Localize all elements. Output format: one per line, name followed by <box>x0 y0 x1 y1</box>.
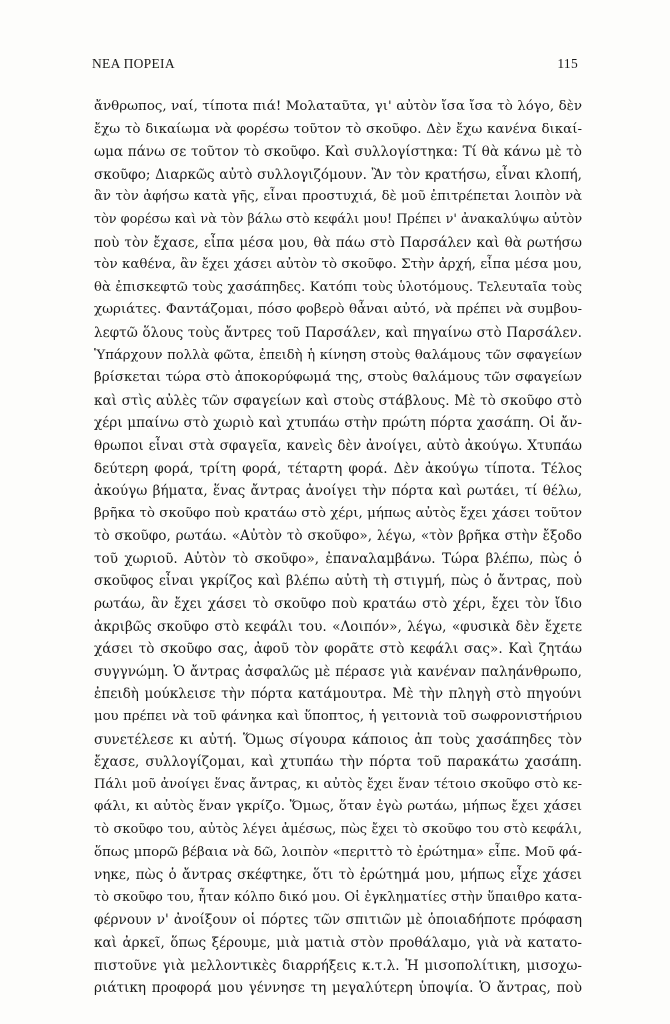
text-line: ρωτάω, ἂν ἔχει χάσει τὸ σκοῦφο ποὺ κρατάω στὸ χέρι, ἔχει τὸν ἴδιο <box>94 596 582 613</box>
running-head <box>92 56 578 76</box>
text-line: βρῆκα τὸ σκοῦφο ποὺ κρατάω στὸ χέρι, μήπως αὐτὸς ἔχει χάσει τοῦτον <box>94 505 582 521</box>
page-number: 115 <box>557 56 578 71</box>
text-line: μου πρέπει νὰ τοῦ φάνηκα καὶ ὕποπτος, ἡ γειτονιὰ τοῦ σωφρονιστήριου <box>94 709 582 725</box>
text-line: τὸ σκοῦφο του, ἦταν κόλπο δικό μου. Οἱ ἐγκληματίες στὴν ὕπαιθρο κατα- <box>94 889 582 905</box>
text-line: σκοῦφος εἶναι γκρίζος καὶ βλέπω αὐτὴ τὴ στιγμή, πὼς ὁ ἄντρας, ποὺ <box>94 573 582 590</box>
text-line: τὸ σκοῦφο του, αὐτὸς λέγει ἀμέσως, πὼς ἔχει τὸ σκοῦφο του στὸ κεφάλι, <box>94 822 582 837</box>
text-line: τὸν καθένα, ἂν ἔχει χάσει αὐτὸν τὸ σκοῦφο. Στὴν ἀρχή, εἶπα μέσα μου, <box>94 257 582 273</box>
text-line: βρίσκεται τώρα στὸ ἀποκορύφωμά της, στοὺς θαλάμους τῶν σφαγείων <box>94 370 582 386</box>
text-line: σκοῦφο; Διαρκῶς αὐτὸ συλλογιζόμουν. Ἂν τὸν κρατήσω, εἶναι κλοπή, <box>94 166 582 183</box>
text-line: χάσει τὸ σκοῦφο σας, ἀφοῦ τὸν φορᾶτε στὸ κεφάλι σας». Καὶ ζητάω <box>94 641 582 658</box>
text-line: νηκε, πὼς ὁ ἄντρας σκέφτηκε, ὅτι τὸ ἐρώτημά μου, μήπως εἶχε χάσει <box>94 867 582 884</box>
text-line: θρωποι εἶναι στὰ σφαγεῖα, κανεὶς δὲν ἀνοίγει, αὐτὸ ἀκούγω. Χτυπάω <box>94 437 582 454</box>
text-line: ἀκούγω βήματα, ἕνας ἄντρας ἀνοίγει τὴν πόρτα καὶ ρωτάει, τί θέλω, <box>94 483 582 500</box>
body-text <box>94 96 582 1000</box>
text-line: καὶ στὶς αὐλὲς τῶν σφαγείων καὶ στοὺς στάβλους. Μὲ τὸ σκοῦφο στὸ <box>94 392 582 409</box>
text-line: ριάτικη προφορά μου γέννησε τη μεγαλύτερη ὑποψία. Ὁ ἄντρας, ποὺ <box>94 980 582 997</box>
text-line: καὶ ἀρκεῖ, ὅπως ξέρουμε, μιὰ ματιὰ στὸν προθάλαμο, γιὰ νὰ κατατο- <box>94 934 582 951</box>
text-line: ἂν τὸν ἀφήσω κατὰ γῆς, εἶναι προστυχιά, δὲ μοῦ ἐπιτρέπεται λοιπὸν νὰ <box>94 189 582 205</box>
text-line: τὸν φορέσω καὶ νὰ τὸν βάλω στὸ κεφάλι μου! Πρέπει ν' ἀνακαλύψω αὐτὸν <box>94 211 582 227</box>
text-line: Πάλι μοῦ ἀνοίγει ἕνας ἄντρας, κι αὐτὸς ἔχει ἕναν τέτοιο σκοῦφο στὸ κε- <box>94 776 582 792</box>
text-line: θὰ ἐπισκεφτῶ τοὺς χασάπηδες. Κατόπι τοὺς ὑλοτόμους. Τελευταῖα τοὺς <box>94 279 582 295</box>
text-line: Ὑπάρχουν πολλὰ φῶτα, ἐπειδὴ ἡ κίνηση στοὺς θαλάμους τῶν σφαγείων <box>94 347 582 363</box>
text-line: δεύτερη φορά, τρίτη φορά, τέταρτη φορά. Δὲν ἀκούγω τίποτα. Τέλος <box>94 460 582 477</box>
text-line: φέρνουν ν' ἀνοίξουν οἱ πόρτες τῶν σπιτιῶν μὲ ὁποιαδήποτε πρόφαση <box>94 912 582 929</box>
running-title: ΝΕΑ ΠΟΡΕΙΑ <box>92 56 175 71</box>
text-line: χωριάτες. Φαντάζομαι, πόσο φοβερὸ θἆναι αὐτό, νὰ πρέπει νὰ συμβου- <box>94 302 582 318</box>
text-line: ἐπειδὴ μούκλεισε τὴν πόρτα κατάμουτρα. Μὲ τὴν πληγὴ στὸ πηγούνι <box>94 686 582 703</box>
text-line: φάλι, κι αὐτὸς ἕναν γκρίζο. Ὅμως, ὅταν ἐγὼ ρωτάω, μήπως ἔχει χάσει <box>94 799 582 815</box>
text-line: πιστοῦνε γιὰ μελλοντικὲς διαρρήξεις κ.τ.λ. Ἡ μισοπολίτικη, μισοχω- <box>94 957 582 974</box>
text-line: συνετέλεσε κι αὐτή. Ὅμως σίγουρα κάποιος ἀπ τοὺς χασάπηδες τὸν <box>94 731 582 748</box>
text-line: ωμα πάνω σε τοῦτον τὸ σκοῦφο. Καὶ συλλογίστηκα: Τί θὰ κάνω μὲ τὸ <box>94 144 582 161</box>
text-line: ὅπως μπορῶ βέβαια νὰ δῶ, λοιπὸν «περιττὸ τὸ ἐρώτημα» εἶπε. Μοῦ φά- <box>94 844 582 860</box>
text-line: τὸ σκοῦφο, ρωτάω. «Αὐτὸν τὸ σκοῦφο», λέγω, «τὸν βρῆκα στὴν ἔξοδο <box>94 528 582 545</box>
text-line: λεφτῶ ὅλους τοὺς ἄντρες τοῦ Παρσάλεν, καὶ πηγαίνω στὸ Παρσάλεν. <box>94 324 582 341</box>
text-line: ἔχασε, συλλογίζομαι, καὶ χτυπάω τὴν πόρτα τοῦ παρακάτω χασάπη. <box>94 754 582 771</box>
text-line: ἀκριβῶς σκοῦφο στὸ κεφάλι του. «Λοιπόν», λέγω, «φυσικὰ δὲν ἔχετε <box>94 618 582 635</box>
text-line: χέρι μπαίνω στὸ χωριὸ καὶ χτυπάω στὴν πρώτη πόρτα χασάπη. Οἱ ἄν- <box>94 415 582 432</box>
text-line: τοῦ χωριοῦ. Αὐτὸν τὸ σκοῦφο», ἐπαναλαμβάνω. Τώρα βλέπω, πὼς ὁ <box>94 550 582 567</box>
text-line: ἔχω τὸ δικαίωμα νὰ φορέσω τοῦτον τὸ σκοῦφο. Δὲν ἔχω κανένα δικαί- <box>94 121 582 137</box>
text-line: ἄνθρωπος, ναί, τίποτα πιά! Μολαταῦτα, γι' αὐτὸν ἴσα ἴσα τὸ λόγο, δὲν <box>94 99 582 114</box>
text-line: συγγνώμη. Ὁ ἄντρας ἀσφαλῶς μὲ πέρασε γιὰ κανέναν παληάνθρωπο, <box>94 663 582 680</box>
text-line: ποὺ τὸν ἔχασε, εἶπα μέσα μου, θὰ πάω στὸ Παρσάλεν καὶ θὰ ρωτήσω <box>94 234 582 251</box>
